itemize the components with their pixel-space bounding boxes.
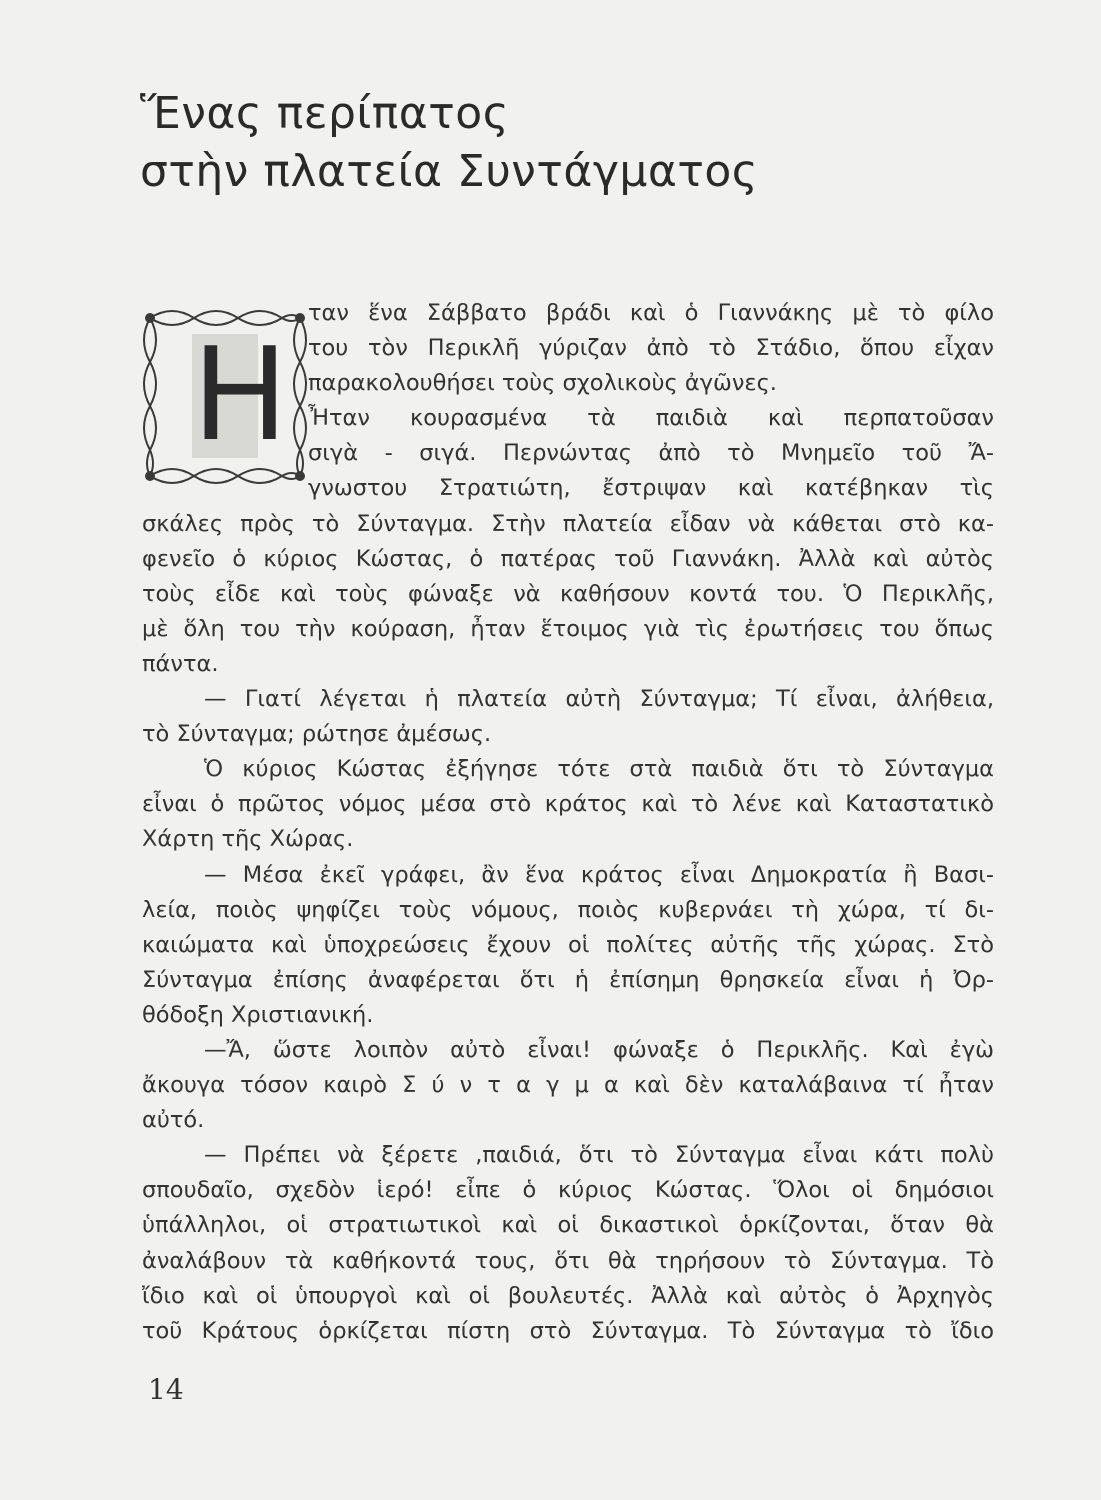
text-line: σκάλες πρὸς τὸ Σύνταγμα. Στὴν πλατεία εἶδαν νὰ κάθεται στὸ κα- [142, 510, 994, 537]
page-number: 14 [148, 1373, 184, 1406]
paragraph [142, 1033, 994, 1138]
text-line: φενεῖο ὁ κύριος Κώστας, ὁ πατέρας τοῦ Γιαννάκη. Ἀλλὰ καὶ αὐτὸς [142, 545, 994, 572]
text-line: τοῦ Κράτους ὁρκίζεται πίστη στὸ Σύνταγμα. Τὸ Σύνταγμα τὸ ἴδιο [142, 1317, 994, 1344]
paragraph [142, 1138, 994, 1349]
text-line: — Γιατί λέγεται ἡ πλατεία αὐτὴ Σύνταγμα; Τί εἶναι, ἀλήθεια, [204, 686, 994, 713]
text-line: ταν ἕνα Σάββατο βράδι καὶ ὁ Γιαννάκης μὲ τὸ φίλο [308, 300, 994, 326]
paragraph [142, 858, 994, 1033]
text-line: λεία, ποιὸς ψηφίζει τοὺς νόμους, ποιὸς κυβερνάει τὴ χώρα, τί δι- [142, 896, 994, 923]
text-line: Ἦταν κουρασμένα τὰ παιδιὰ καὶ περπατοῦσαν [308, 405, 994, 432]
text-line: αὐτό. [142, 1107, 205, 1134]
text-line: ἄκουγα τόσον καιρὸ Σ ύ ν τ α γ μ α καὶ δὲν καταλάβαινα τί ἦταν [142, 1072, 994, 1099]
paragraph [142, 752, 994, 857]
chapter-title-line-2: στὴν πλατεία Συντάγματος [140, 146, 759, 197]
text-line: σπουδαῖο, σχεδὸν ἱερό! εἶπε ὁ κύριος Κώστας. Ὅλοι οἱ δημόσιοι [142, 1177, 994, 1204]
paragraph [142, 296, 994, 682]
chapter-title-line-1: Ἕνας περίπατος [140, 88, 510, 139]
text-line: τοὺς εἶδε καὶ τοὺς φώναξε νὰ καθήσουν κοντά του. Ὁ Περικλῆς, [142, 580, 994, 607]
text-line: —Ἄ, ὥστε λοιπὸν αὐτὸ εἶναι! φώναξε ὁ Περικλῆς. Καὶ ἐγὼ [204, 1036, 994, 1063]
text-line: καιώματα καὶ ὑποχρεώσεις ἔχουν οἱ πολίτες αὐτῆς τῆς χώρας. Στὸ [142, 931, 994, 958]
text-line: ἴδιο καὶ οἱ ὑπουργοὶ καὶ οἱ βουλευτές. Ἀλλὰ καὶ αὐτὸς ὁ Ἀρχηγὸς [142, 1282, 994, 1309]
text-line: Ὁ κύριος Κώστας ἐξήγησε τότε στὰ παιδιὰ ὅτι τὸ Σύνταγμα [204, 756, 994, 783]
text-line: εἶναι ὁ πρῶτος νόμος μέσα στὸ κράτος καὶ τὸ λένε καὶ Καταστατικὸ [142, 791, 994, 818]
drop-cap-letter: Η [192, 321, 289, 470]
text-line: παρακολουθήσει τοὺς σχολικοὺς ἀγῶνες. [308, 370, 777, 397]
paragraph [142, 682, 994, 752]
text-line: μὲ ὅλη του τὴν κούραση, ἦταν ἕτοιμος γιὰ τὶς ἐρωτήσεις του ὅπως [142, 615, 994, 642]
text-line: Σύνταγμα ἐπίσης ἀναφέρεται ὅτι ἡ ἐπίσημη θρησκεία εἶναι ἡ Ὀρ- [142, 966, 994, 993]
text-line: τὸ Σύνταγμα; ρώτησε ἀμέσως. [142, 721, 492, 748]
text-line: ἀναλάβουν τὰ καθήκοντά τους, ὅτι θὰ τηρήσουν τὸ Σύνταγμα. Τὸ [142, 1247, 994, 1274]
chapter-title [140, 85, 940, 201]
text-line: — Πρέπει νὰ ξέρετε ,παιδιά, ὅτι τὸ Σύνταγμα εἶναι κάτι πολὺ [204, 1142, 994, 1169]
text-line: θόδοξη Χριστιανική. [142, 1001, 374, 1028]
text-line: πάντα. [142, 650, 219, 677]
text-line: Χάρτη τῆς Χώρας. [142, 826, 354, 853]
text-line: — Μέσα ἐκεῖ γράφει, ἂν ἕνα κράτος εἶναι Δημοκρατία ἢ Βασι- [204, 861, 994, 888]
body-text [142, 296, 994, 1349]
text-line: ὑπάλληλοι, οἱ στρατιωτικοὶ καὶ οἱ δικαστικοὶ ὁρκίζονται, ὅταν θὰ [142, 1212, 994, 1239]
text-line: του τὸν Περικλῆ γύριζαν ἀπὸ τὸ Στάδιο, ὅπου εἶχαν [308, 335, 994, 362]
text-line: γνωστου Στρατιώτη, ἔστριψαν καὶ κατέβηκαν τὶς [308, 475, 994, 502]
text-line: σιγὰ - σιγά. Περνώντας ἀπὸ τὸ Μνημεῖο τοῦ Ἄ- [308, 440, 994, 467]
